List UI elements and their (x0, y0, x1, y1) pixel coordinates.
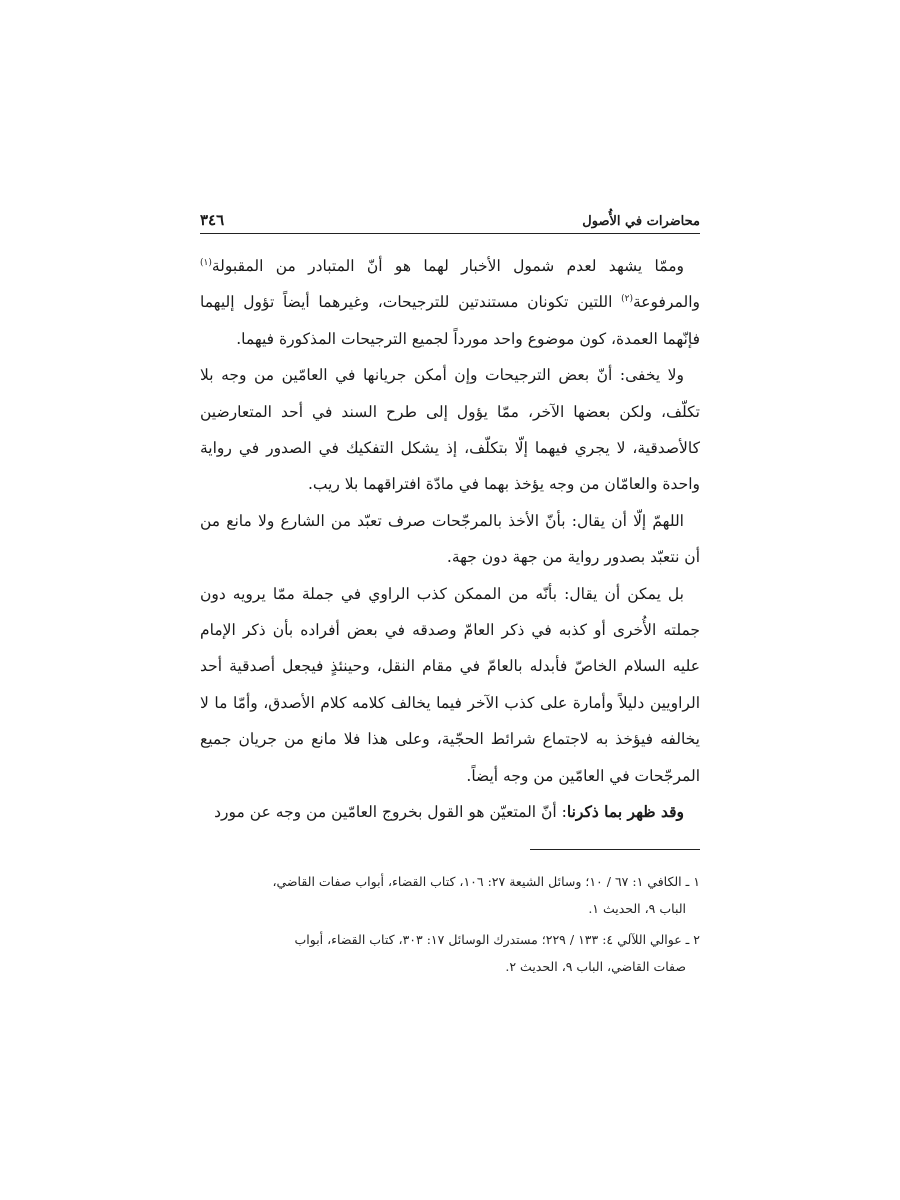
paragraph: وقد ظهر بما ذكرنا: أنّ المتعيّن هو القول بخروج العامّين من وجه عن مورد (214, 802, 684, 822)
footnote-2: ٢ ـ عوالي اللآلي ٤: ١٣٣ / ٢٢٩؛ مستدرك الوسائل ١٧: ٣٠٣، كتاب القضاء، أبواب صفات القاضي، الباب ٩، الحديث ٢. (294, 931, 700, 974)
paragraph: بل يمكن أن يقال: بأنّه من الممكن كذب الراوي في جملة ممّا يرويه دون جملته الأُخرى أو كذبه في ذكر العامّ وصدقه في بعض أفراده بأن ذكر الإمام عليه السلام الخاصّ فأبدله بالعامّ في مقام النقل، وحينئذٍ فيجعل أصدقية أحد الراويين دليلاً وأمارة على كذب الآخر فيما يخالف كلامه كلام الأصدق، وأمّا ما لا يخالفه فيؤخذ به لاجتماع شرائط الحجّية، وعلى هذا فلا مانع من جريان جميع المرجّحات في العامّين من وجه أيضاً. (200, 584, 700, 785)
page-number: ٣٤٦ (200, 211, 225, 229)
footnote-divider (530, 849, 700, 850)
book-title: محاضرات في الأُصول (582, 214, 700, 229)
paragraph: وممّا يشهد لعدم شمول الأخبار لهما هو أنّ المتبادر من المقبولة$^{(١)}$ والمرفوعة$^{(٢)}$ اللتين تكونان مستندتين للترجيحات، وغيرهما أيضاً تؤول إليهما فإنّهما العمدة، كون موضوع واحد مورداً لجميع الترجيحات المذكورة فيهما. (200, 257, 700, 348)
running-header (200, 205, 700, 234)
footnote-1: ١ ـ الكافي ١: ٦٧ / ١٠؛ وسائل الشيعة ٢٧: ١٠٦، كتاب القضاء، أبواب صفات القاضي، الباب ٩، الحديث ١. (272, 873, 700, 916)
footnote-ref-2[interactable]: (٢) (621, 294, 633, 305)
footnotes (200, 868, 700, 980)
book-page (200, 205, 700, 984)
paragraph: ولا يخفى: أنّ بعض الترجيحات وإن أمكن جريانها في العامّين من وجه بلا تكلّف، ولكن بعضها الآخر، ممّا يؤول إلى طرح السند في أحد المتعارضين كالأصدقية، لا يجري فيهما إلّا بتكلّف، إذ يشكل التفكيك في الصدور في رواية واحدة والعامّان من وجه يؤخذ بهما في مادّة افتراقهما بلا ريب. (200, 366, 700, 494)
main-text (200, 248, 700, 831)
footnote-ref-1[interactable]: (١) (200, 257, 212, 268)
bold-lead-phrase: وقد ظهر بما ذكرنا (566, 802, 684, 822)
paragraph: اللهمّ إلّا أن يقال: بأنّ الأخذ بالمرجّحات صرف تعبّد من الشارع ولا مانع من أن نتعبّد بصدور رواية من جهة دون جهة. (200, 511, 700, 567)
